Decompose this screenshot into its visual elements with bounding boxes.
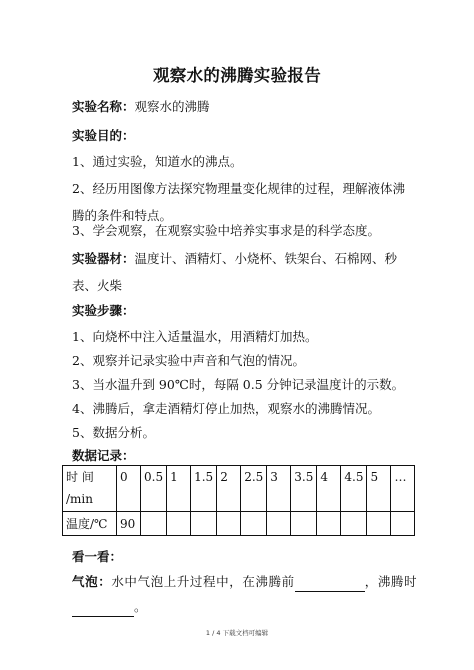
bubble-row bbox=[72, 573, 417, 592]
time-cell: 0.5 bbox=[141, 466, 167, 512]
temperature-cell: 90 bbox=[117, 512, 141, 536]
steps-heading: 实验步骤： bbox=[72, 303, 135, 318]
time-cell: 2.5 bbox=[241, 466, 267, 512]
bubble-text-2: ，沸腾时 bbox=[364, 574, 418, 589]
equipment-row bbox=[72, 245, 406, 299]
experiment-name-row bbox=[72, 98, 210, 116]
records-heading: 数据记录： bbox=[72, 448, 135, 463]
time-cell: 4.5 bbox=[341, 466, 367, 512]
look-heading: 看一看： bbox=[72, 549, 123, 564]
time-cell: … bbox=[391, 466, 415, 512]
purpose-item: 3、学会观察，在观察实验中培养实事求是的科学态度。 bbox=[72, 223, 380, 238]
step-item: 1、向烧杯中注入适量温水，用酒精灯加热。 bbox=[72, 329, 318, 344]
step-item: 4、沸腾后，拿走酒精灯停止加热，观察水的沸腾情况。 bbox=[72, 401, 380, 416]
temperature-cell bbox=[217, 512, 241, 536]
time-cell: 1.5 bbox=[191, 466, 217, 512]
step-item: 5、数据分析。 bbox=[72, 425, 155, 440]
time-label-cell: 时 间 /min bbox=[63, 466, 117, 512]
temperature-cell bbox=[141, 512, 167, 536]
temperature-cell bbox=[367, 512, 391, 536]
bubble-text: 水中气泡上升过程中，在沸腾前 bbox=[111, 574, 295, 589]
temperature-cell bbox=[341, 512, 367, 536]
time-cell: 3 bbox=[267, 466, 291, 512]
temperature-cell bbox=[391, 512, 415, 536]
time-cell: 3.5 bbox=[291, 466, 317, 512]
temperature-cell bbox=[291, 512, 317, 536]
temperature-row bbox=[63, 512, 415, 536]
time-row bbox=[63, 466, 415, 512]
blank-before-boiling[interactable] bbox=[295, 573, 365, 592]
temperature-label-cell: 温度/℃ bbox=[63, 512, 117, 536]
data-table bbox=[62, 465, 415, 536]
bubble-row-2 bbox=[72, 598, 147, 617]
time-cell: 5 bbox=[367, 466, 391, 512]
purpose-heading: 实验目的： bbox=[72, 128, 135, 143]
time-cell: 1 bbox=[167, 466, 191, 512]
purpose-item: 1、通过实验，知道水的沸点。 bbox=[72, 154, 243, 169]
bubble-label: 气泡： bbox=[72, 574, 112, 589]
temperature-cell bbox=[317, 512, 341, 536]
equipment-label: 实验器材： bbox=[72, 251, 135, 266]
blank-during-boiling[interactable] bbox=[72, 598, 134, 617]
purpose-item: 2、经历用图像方法探究物理量变化规律的过程，理解液体沸腾的条件和特点。 bbox=[72, 181, 405, 223]
temperature-cell bbox=[167, 512, 191, 536]
time-cell: 2 bbox=[217, 466, 241, 512]
time-cell: 4 bbox=[317, 466, 341, 512]
page-title: 观察水的沸腾实验报告 bbox=[153, 66, 321, 85]
experiment-name-value: 观察水的沸腾 bbox=[134, 99, 210, 114]
step-item: 2、观察并记录实验中声音和气泡的情况。 bbox=[72, 353, 305, 368]
temperature-cell bbox=[241, 512, 267, 536]
bubble-text-end: 。 bbox=[134, 599, 147, 614]
temperature-cell bbox=[267, 512, 291, 536]
temperature-cell bbox=[191, 512, 217, 536]
equipment-value: 温度计、酒精灯、小烧杯、铁架台、石棉网、秒表、火柴 bbox=[72, 251, 398, 293]
time-cell: 0 bbox=[117, 466, 141, 512]
step-item: 3、当水温升到 90℃时，每隔 0.5 分钟记录温度计的示数。 bbox=[72, 377, 405, 392]
page-footer: 1 / 4 下载文档可编辑 bbox=[205, 629, 269, 637]
experiment-name-label: 实验名称： bbox=[72, 99, 135, 114]
